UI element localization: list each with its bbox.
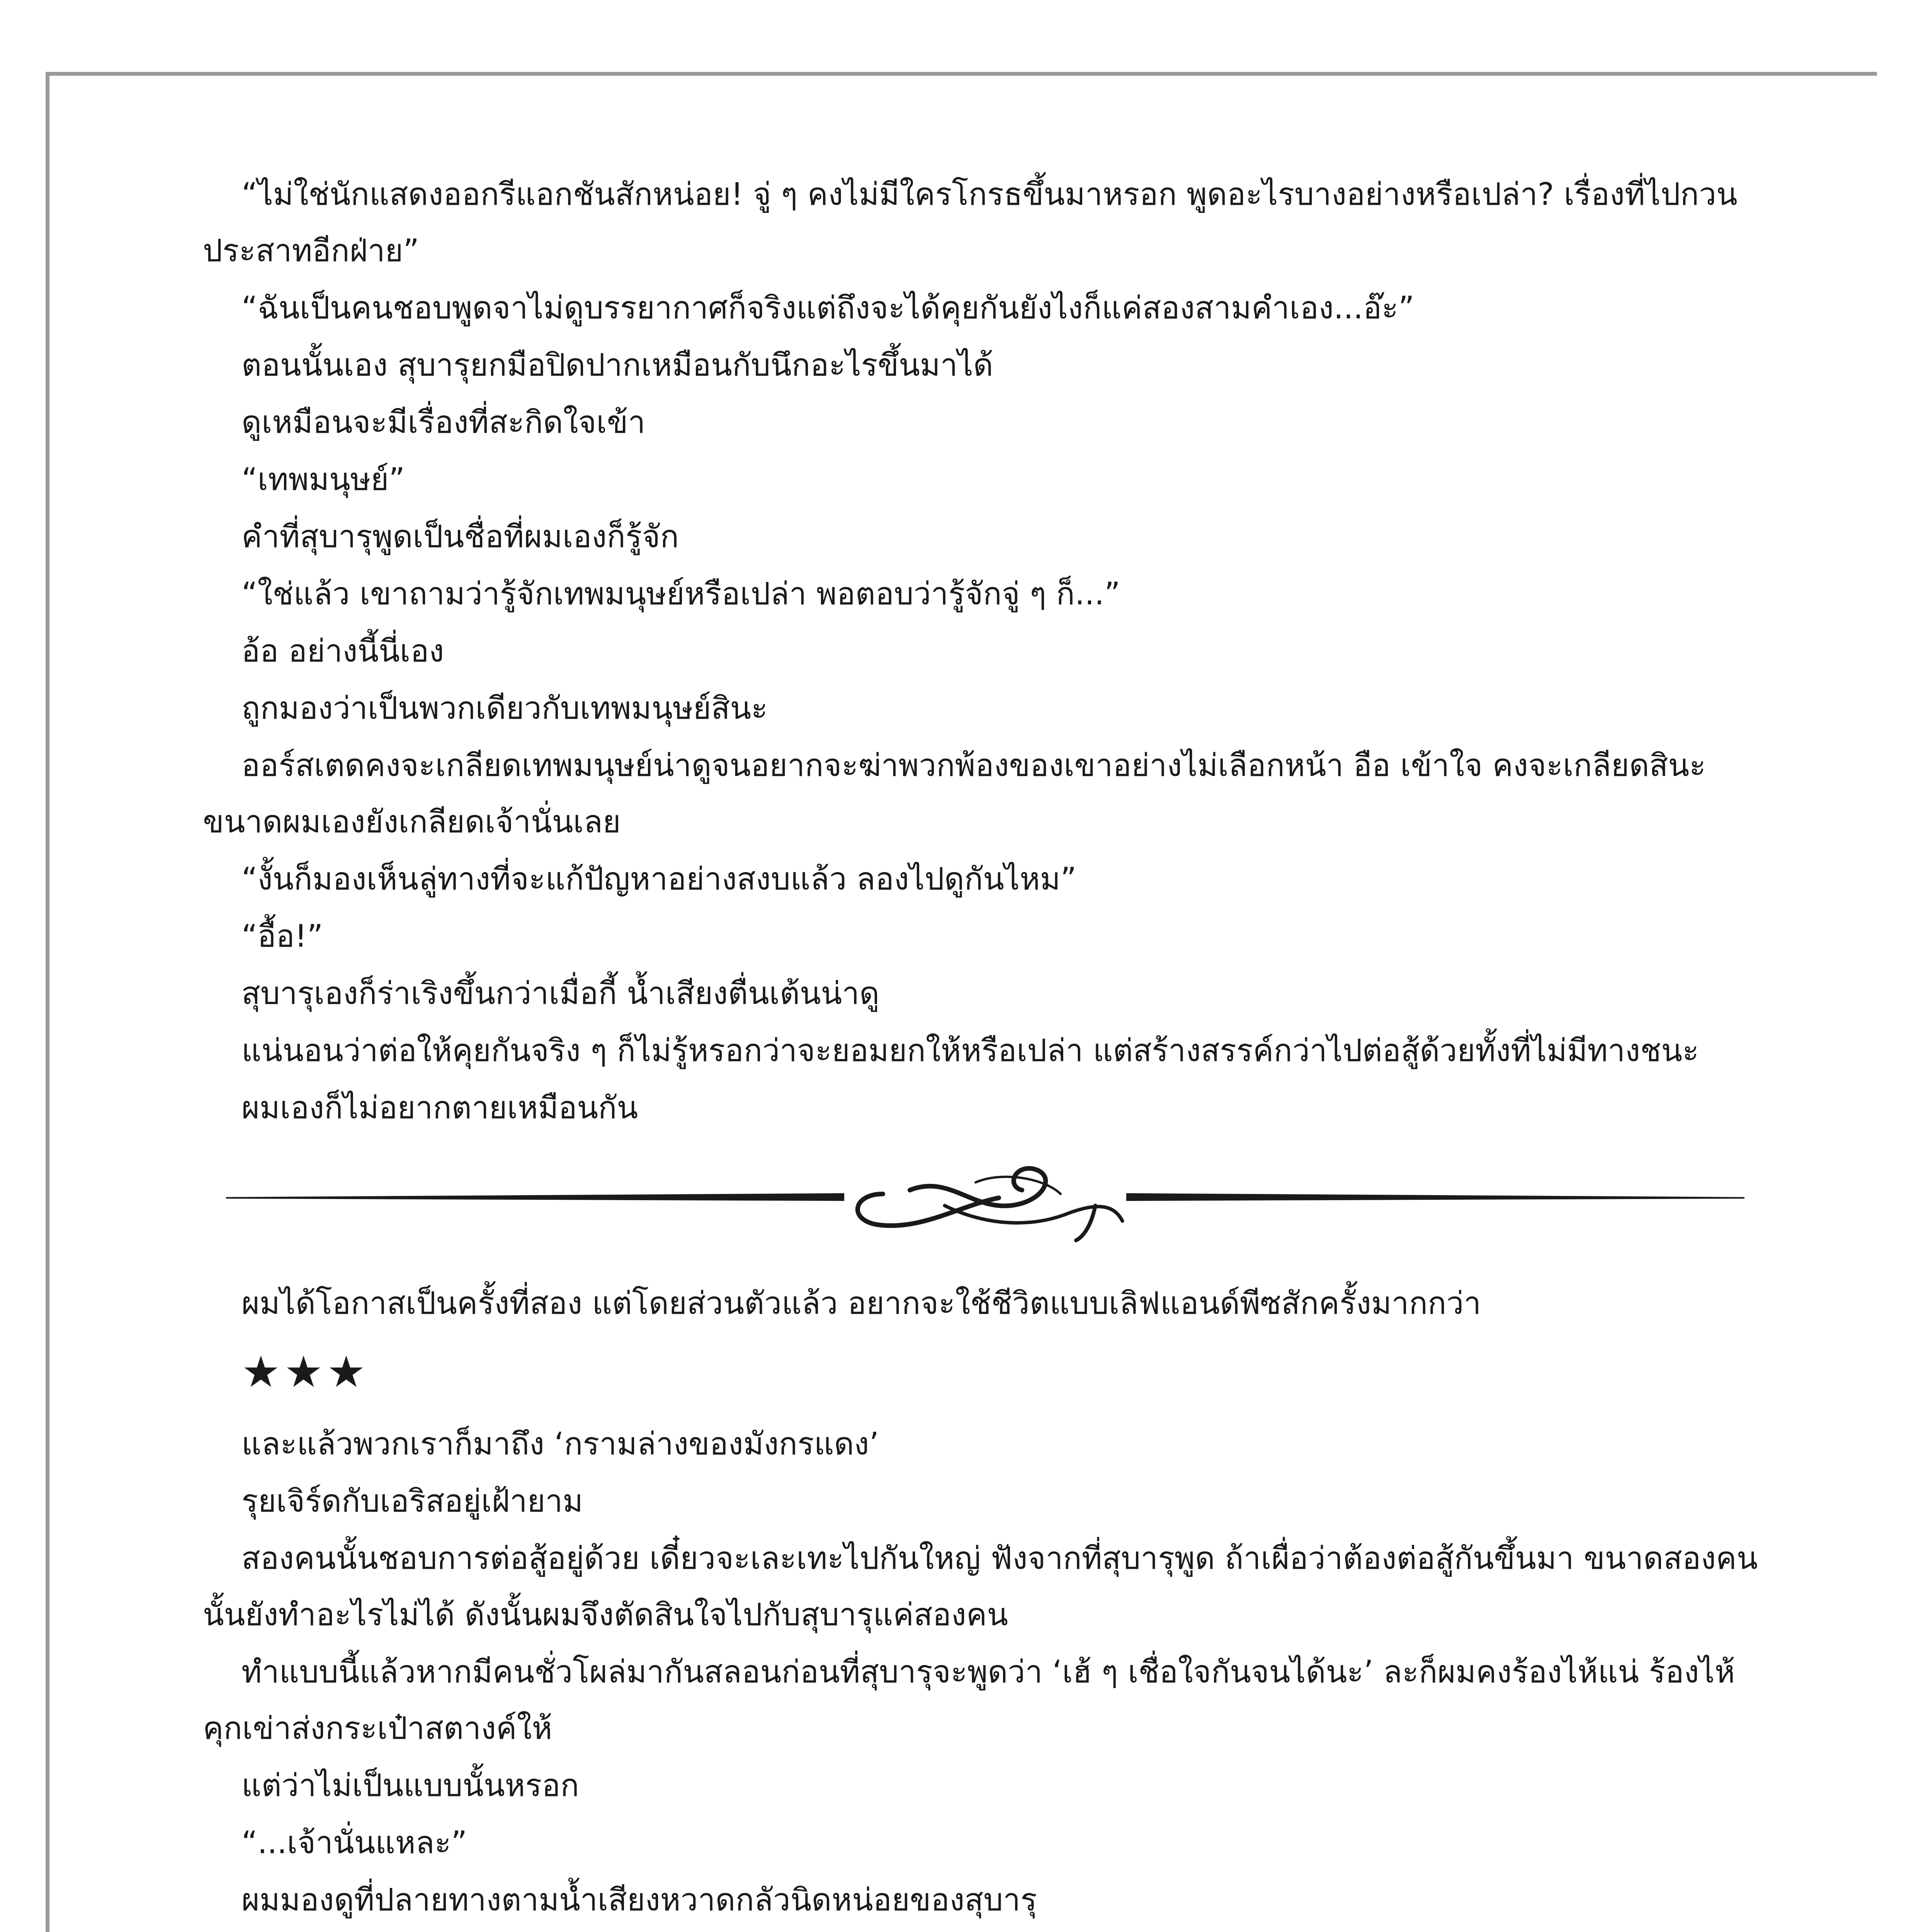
paragraph: รุยเจิร์ดกับเอริสอยู่เฝ้ายาม	[241, 1483, 583, 1519]
paragraph: “เทพมนุษย์”	[241, 461, 405, 497]
section-three	[203, 1416, 1768, 1932]
paragraph: แน่นอนว่าต่อให้คุยกันจริง ๆ ก็ไม่รู้หรอกว่าจะยอมยกให้หรือเปล่า แต่สร้างสรรค์กว่าไปต่อสู้ด้วยทั้งที่ไม่มีทางชนะ	[241, 1032, 1699, 1068]
paragraph: “ฉันเป็นคนชอบพูดจาไม่ดูบรรยากาศก็จริงแต่ถึงจะได้คุยกันยังไงก็แค่สองสามคำเอง...อ๊ะ”	[241, 290, 1414, 326]
paragraph: ผมเองก็ไม่อยากตายเหมือนกัน	[241, 1090, 638, 1126]
paragraph: ทำแบบนี้แล้วหากมีคนชั่วโผล่มากันสลอนก่อนที่สุบารุจะพูดว่า ‘เฮ้ ๆ เชื่อใจกันจนได้นะ’ ละก็ผมคงร้องไห้แน่ ร้องไห้คุกเข่าส่งกระเป๋าสตางค์ให้	[203, 1654, 1735, 1746]
ornamental-divider	[226, 1148, 1744, 1248]
page-border-left	[46, 72, 49, 1932]
paragraph: ถูกมองว่าเป็นพวกเดียวกับเทพมนุษย์สินะ	[241, 690, 768, 726]
paragraph: ดูเหมือนจะมีเรื่องที่สะกิดใจเข้า	[241, 404, 646, 440]
paragraph: สองคนนั้นชอบการต่อสู้อยู่ด้วย เดี๋ยวจะเละเทะไปกันใหญ่ ฟังจากที่สุบารุพูด ถ้าเผื่อว่าต้องต่อสู้กันขึ้นมา ขนาดสองคนนั้นยังทำอะไรไม่ได้ ดังนั้นผมจึงตัดสินใจไปกับสุบารุแค่สองคน	[203, 1540, 1758, 1633]
scene-break-stars: ★★★	[241, 1347, 370, 1397]
paragraph: ตอนนั้นเอง สุบารุยกมือปิดปากเหมือนกับนึกอะไรขึ้นมาได้	[241, 347, 993, 383]
section-two	[203, 1275, 1768, 1332]
page-border-top	[46, 72, 1877, 76]
paragraph: ผมมองดูที่ปลายทางตามน้ำเสียงหวาดกลัวนิดหน่อยของสุบารุ	[241, 1882, 1037, 1918]
paragraph: “งั้นก็มองเห็นลู่ทางที่จะแก้ปัญหาอย่างสงบแล้ว ลองไปดูกันไหม”	[241, 861, 1077, 897]
paragraph: ออร์สเตดคงจะเกลียดเทพมนุษย์น่าดูจนอยากจะฆ่าพวกพ้องของเขาอย่างไม่เลือกหน้า อือ เข้าใจ คงจะเกลียดสินะ ขนาดผมเองยังเกลียดเจ้านั่นเลย	[203, 747, 1706, 840]
paragraph: “...เจ้านั่นแหละ”	[241, 1825, 467, 1861]
document-page	[203, 166, 1768, 1932]
paragraph: ผมได้โอกาสเป็นครั้งที่สอง แต่โดยส่วนตัวแล้ว อยากจะใช้ชีวิตแบบเลิฟแอนด์พีซสักครั้งมากกว่า	[241, 1285, 1481, 1321]
paragraph: “ใช่แล้ว เขาถามว่ารู้จักเทพมนุษย์หรือเปล่า พอตอบว่ารู้จักจู่ ๆ ก็...”	[241, 576, 1120, 612]
paragraph: “อื้อ!”	[241, 918, 323, 954]
paragraph: อ้อ อย่างนี้นี่เอง	[241, 633, 444, 669]
paragraph	[203, 1929, 1768, 1932]
paragraph: “ไม่ใช่นักแสดงออกรีแอกชันสักหน่อย! จู่ ๆ คงไม่มีใครโกรธขึ้นมาหรอก พูดอะไรบางอย่างหรือเปล่า? เรื่องที่ไปกวนประสาทอีกฝ่าย”	[203, 176, 1737, 269]
section-one	[203, 166, 1768, 1136]
paragraph: และแล้วพวกเราก็มาถึง ‘กรามล่างของมังกรแดง’	[241, 1426, 879, 1462]
flourish-ornament-icon	[226, 1148, 1744, 1248]
paragraph: แต่ว่าไม่เป็นแบบนั้นหรอก	[241, 1767, 579, 1803]
paragraph: สุบารุเองก็ร่าเริงขึ้นกว่าเมื่อกี้ น้ำเสียงตื่นเต้นน่าดู	[241, 975, 880, 1011]
paragraph: คำที่สุบารุพูดเป็นชื่อที่ผมเองก็รู้จัก	[241, 519, 679, 554]
